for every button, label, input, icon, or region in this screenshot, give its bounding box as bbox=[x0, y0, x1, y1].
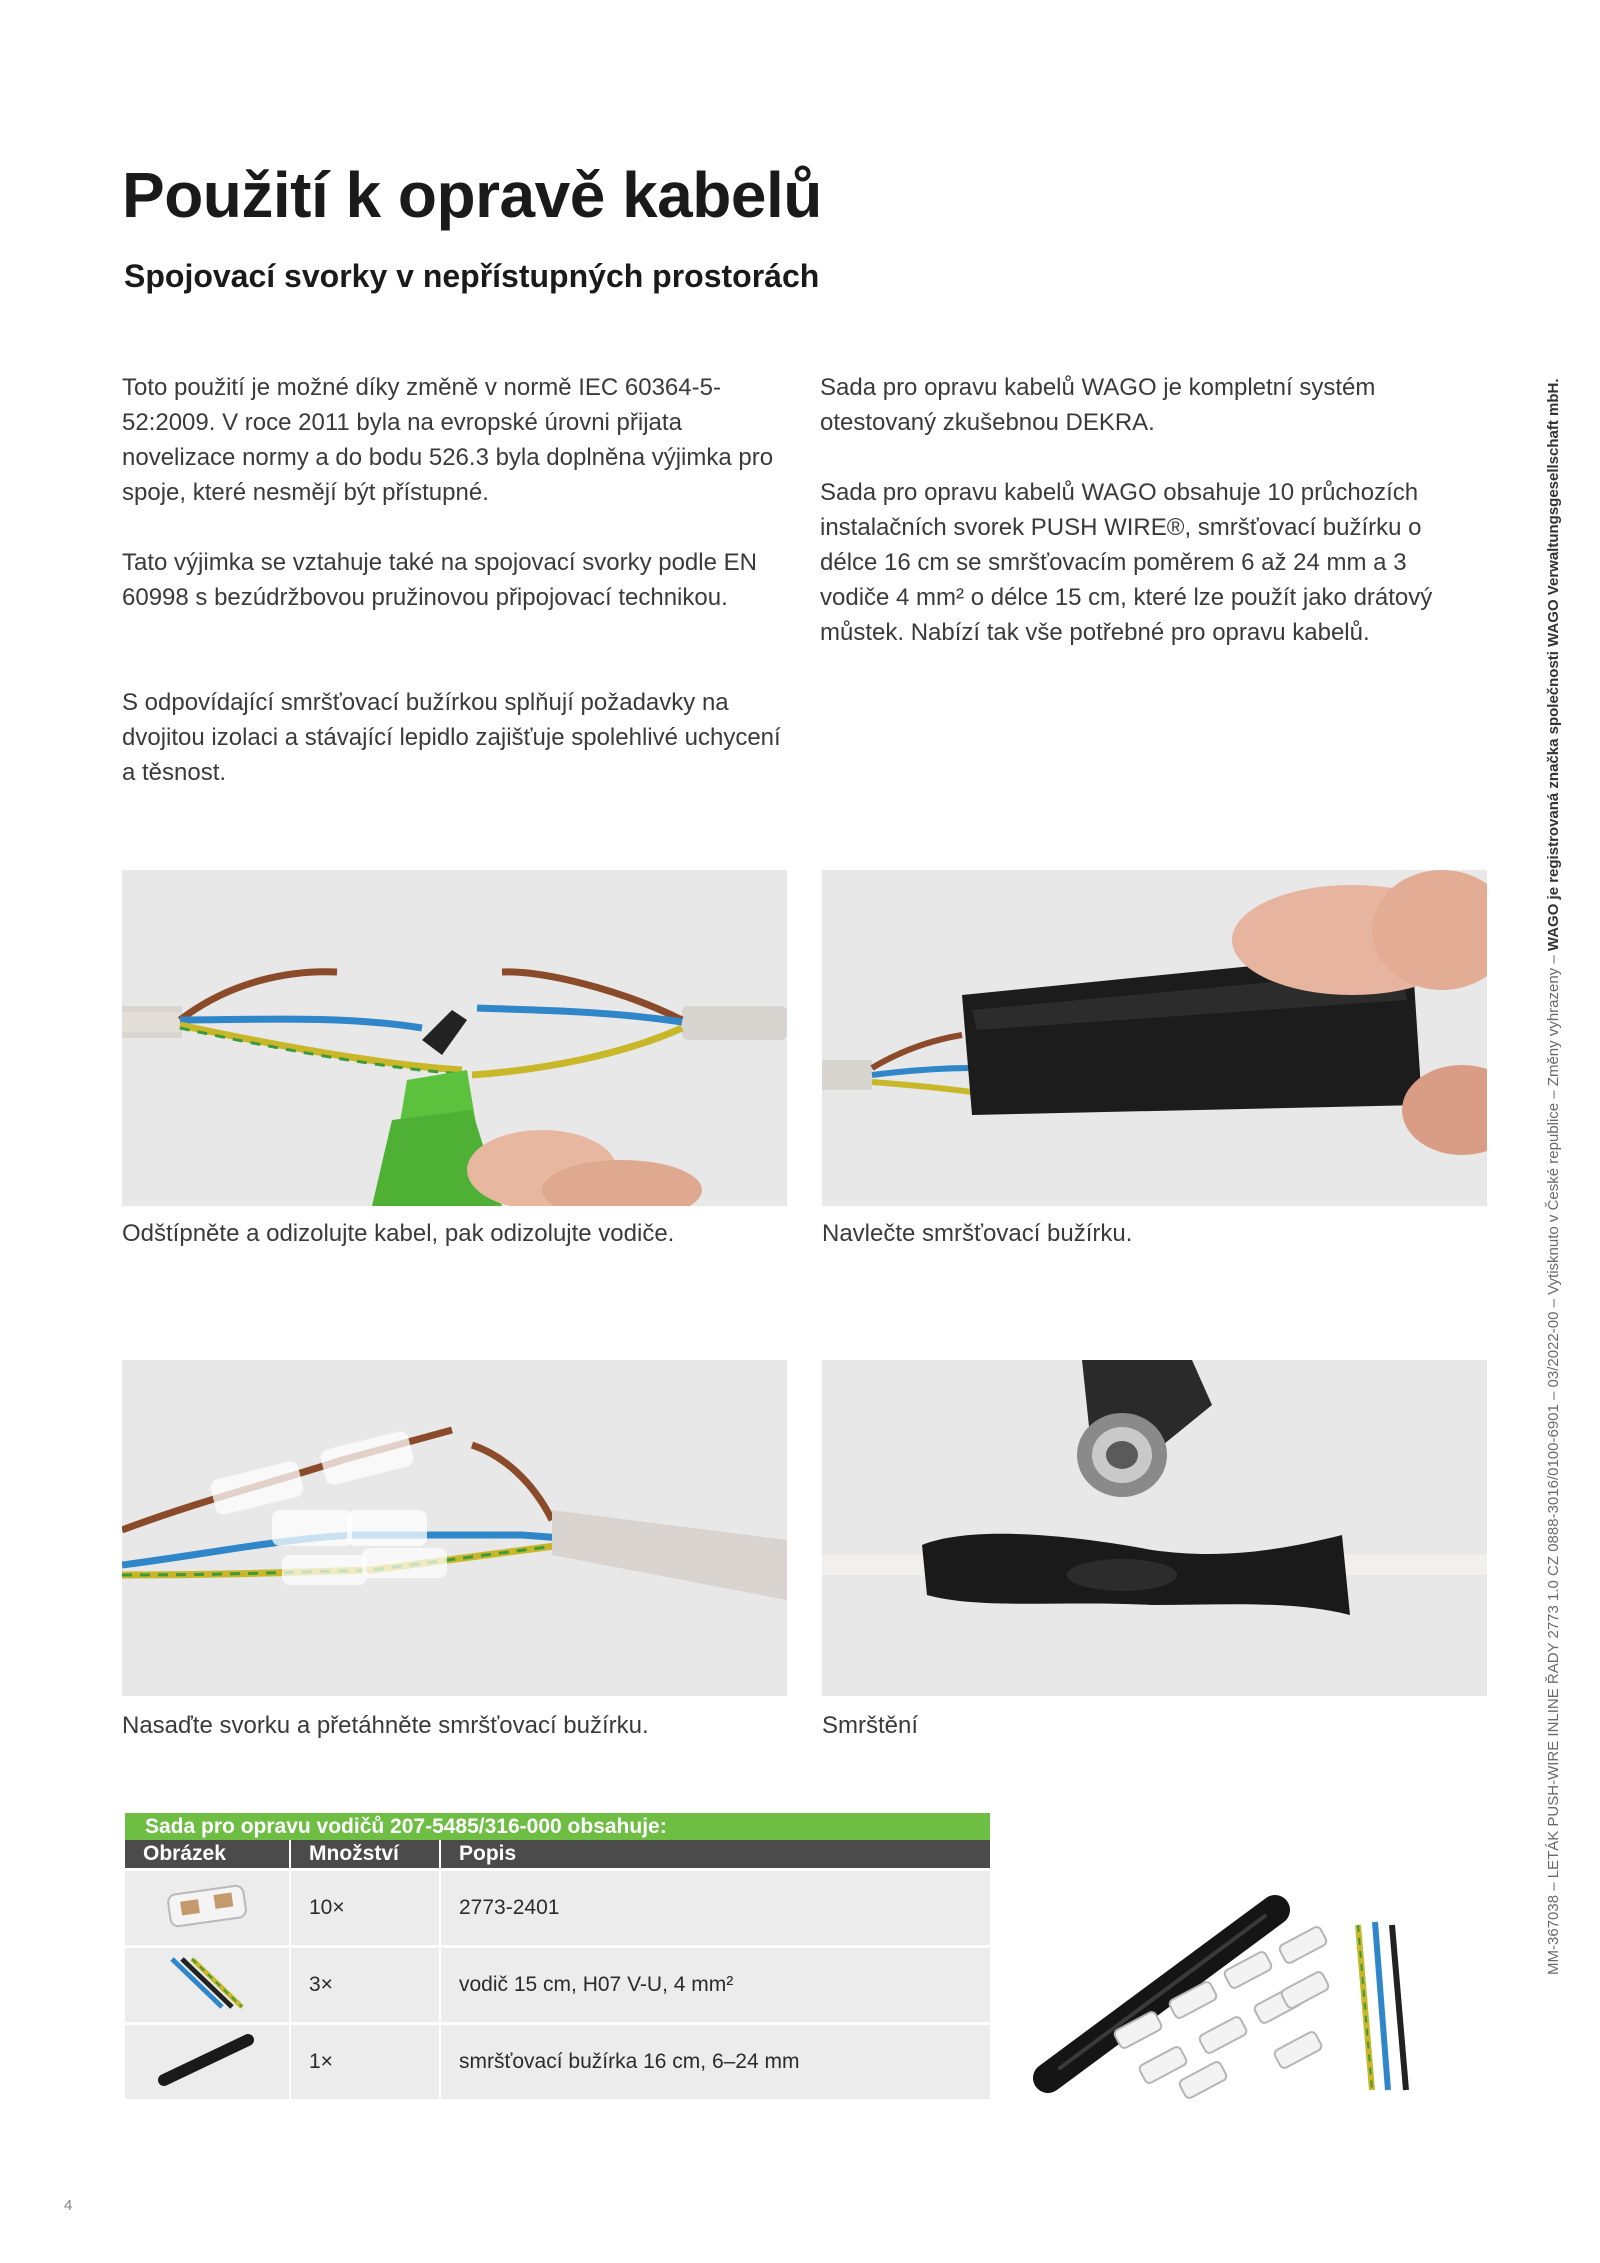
intro-right-paragraph-2: Sada pro opravu kabelů WAGO obsahuje 10 průchozích instalačních svorek PUSH WIRE®, smršťovací bužírku o délce 16 cm se smršťovacím poměrem 6 až 24 mm a 3 vodiče 4 mm² o délce 15 cm, které lze použít jako drátový můstek. Nabízí tak vše potřebné pro opravu kabelů. bbox=[820, 479, 1433, 646]
wires-icon bbox=[157, 1951, 257, 2020]
column-header-image: Obrázek bbox=[125, 1840, 291, 1868]
step-2-caption: Navlečte smršťovací bužírku. bbox=[822, 1220, 1133, 1247]
kit-contents-table bbox=[125, 1813, 990, 2099]
row-description: smršťovací bužírka 16 cm, 6–24 mm bbox=[459, 2050, 800, 2073]
legal-sidebar bbox=[1545, 378, 1562, 1975]
intro-right-paragraph-1: Sada pro opravu kabelů WAGO je kompletní systém otestovaný zkušebnou DEKRA. bbox=[820, 374, 1376, 436]
intro-left-paragraph-1: Toto použití je možné díky změně v normě IEC 60364-5-52:2009. V roce 2011 byla na evropské úrovni přijata novelizace normy a do bodu 526.3 byla doplněna výjimka pro spoje, které nesmějí být přístupné. bbox=[122, 374, 774, 506]
table-row bbox=[125, 1945, 990, 2022]
step-3-caption: Nasaďte svorku a přetáhněte smršťovací bužírku. bbox=[122, 1712, 649, 1739]
column-header-quantity: Množství bbox=[291, 1840, 441, 1868]
table-row bbox=[125, 2022, 990, 2099]
kit-table-heading: Sada pro opravu vodičů 207-5485/316-000 obsahuje: bbox=[125, 1813, 990, 1840]
row-quantity: 3× bbox=[291, 1948, 441, 2022]
legal-text: MM-367038 – LETÁK PUSH-WIRE INLINE ŘADY 2773 1.0 CZ 0888-3016/0100-6901 – 03/2022-00 – Vytisknuto v České republice – Změny vyhrazeny – bbox=[1545, 951, 1562, 1975]
kit-product-photo bbox=[1020, 1880, 1440, 2120]
step-1-photo bbox=[122, 870, 787, 1206]
step-4-caption: Smrštění bbox=[822, 1712, 919, 1739]
step-3-photo bbox=[122, 1360, 787, 1696]
page-subtitle: Spojovací svorky v nepřístupných prostorách bbox=[124, 258, 820, 294]
step-2-photo bbox=[822, 870, 1487, 1206]
table-row bbox=[125, 1868, 990, 1945]
row-description: 2773-2401 bbox=[459, 1896, 560, 1919]
heat-shrink-tube-icon bbox=[152, 2028, 262, 2097]
intro-left-paragraph-3: S odpovídající smršťovací bužírkou splňují požadavky na dvojitou izolaci a stávající lepidlo zajišťuje spolehlivé uchycení a těsnost. bbox=[122, 689, 781, 786]
intro-left-paragraph-2: Tato výjimka se vztahuje také na spojovací svorky podle EN 60998 s bezúdržbovou pružinovou připojovací technikou. bbox=[122, 549, 757, 611]
column-header-description: Popis bbox=[459, 1842, 517, 1865]
page-title: Použití k opravě kabelů bbox=[122, 159, 822, 231]
row-quantity: 1× bbox=[291, 2025, 441, 2099]
kit-table-header-row bbox=[125, 1840, 990, 1868]
row-description: vodič 15 cm, H07 V-U, 4 mm² bbox=[459, 1973, 734, 1996]
splicing-connector-icon bbox=[157, 1876, 257, 1941]
step-4-photo bbox=[822, 1360, 1487, 1696]
step-1-caption: Odštípněte a odizolujte kabel, pak odizolujte vodiče. bbox=[122, 1220, 675, 1247]
trademark-text: WAGO je registrovaná značka společnosti WAGO Verwaltungsgesellschaft mbH. bbox=[1545, 378, 1562, 952]
page-number: 4 bbox=[64, 2197, 73, 2214]
row-quantity: 10× bbox=[291, 1871, 441, 1945]
